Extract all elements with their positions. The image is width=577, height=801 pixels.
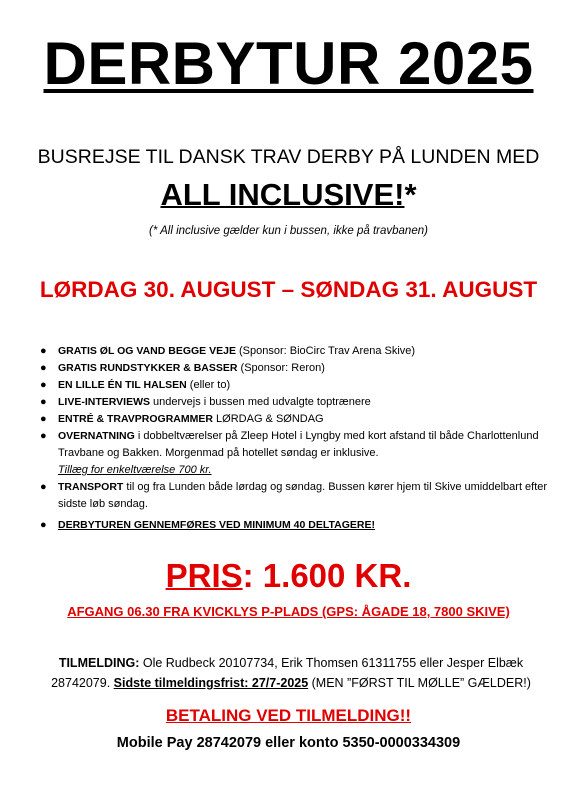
bullet-icon: ● bbox=[40, 413, 47, 425]
feature-title: GRATIS RUNDSTYKKER & BASSER bbox=[58, 362, 238, 374]
payment-heading bbox=[0, 705, 577, 727]
price bbox=[0, 556, 577, 596]
feature-text: LØRDAG & SØNDAG bbox=[212, 413, 324, 425]
feature-text: undervejs i bussen med udvalgte toptrænere bbox=[149, 396, 371, 408]
bullet-icon: ● bbox=[40, 396, 47, 408]
feature-text: til og fra Lunden både lørdag og søndag. Bussen kører hjem til Skive umiddelbart efter sidste løb søndag. bbox=[58, 481, 548, 510]
signup-label: TILMELDING: bbox=[58, 656, 140, 670]
payment-heading-text: BETALING VED TILMELDING!! bbox=[165, 706, 412, 725]
feature-text: (Sponsor: BioCirc Trav Arena Skive) bbox=[235, 345, 416, 357]
feature-title: TRANSPORT bbox=[58, 481, 124, 493]
bullet-icon: ● bbox=[40, 345, 47, 357]
price-value: : 1.600 KR. bbox=[242, 557, 412, 594]
signup-contacts: Ole Rudbeck 20107734, Erik Thomsen 61311755 eller Jesper Elbæk 28742079. bbox=[51, 656, 524, 690]
signup-deadline: Sidste tilmeldingsfrist: 27/7-2025 bbox=[113, 676, 309, 690]
bullet-icon: ● bbox=[40, 519, 47, 531]
list-item bbox=[40, 479, 550, 513]
feature-title: OVERNATNING bbox=[58, 430, 135, 442]
minimum-participants-notice: DERBYTUREN GENNEMFØRES VED MINIMUM 40 DELTAGERE! bbox=[58, 519, 375, 531]
feature-title: EN LILLE ÉN TIL HALSEN bbox=[58, 379, 187, 391]
list-item bbox=[40, 343, 550, 360]
feature-text: i dobbeltværelser på Zleep Hotel i Lyngby med kort afstand til både Charlottenlund Travbane og Bakken. Morgenmad på hotellet søndag er inklusive. bbox=[58, 430, 539, 459]
signup-tail: (MEN ”FØRST TIL MØLLE” GÆLDER!) bbox=[308, 676, 531, 690]
list-item bbox=[40, 428, 550, 479]
feature-list bbox=[40, 343, 550, 534]
feature-title: GRATIS ØL OG VAND BEGGE VEJE bbox=[58, 345, 236, 357]
bullet-icon: ● bbox=[40, 430, 47, 442]
disclaimer: (* All inclusive gælder kun i bussen, ikke på travbanen) bbox=[149, 225, 428, 237]
list-item bbox=[40, 377, 550, 394]
bullet-icon: ● bbox=[40, 481, 47, 493]
bullet-icon: ● bbox=[40, 379, 47, 391]
list-item bbox=[40, 394, 550, 411]
subtitle: BUSREJSE TIL DANSK TRAV DERBY PÅ LUNDEN MED bbox=[37, 146, 540, 168]
bullet-icon: ● bbox=[40, 362, 47, 374]
feature-title: ENTRÉ & TRAVPROGRAMMER bbox=[58, 413, 213, 425]
single-room-note: Tillæg for enkeltværelse 700 kr. bbox=[58, 464, 212, 476]
feature-text: (eller to) bbox=[186, 379, 231, 391]
feature-text: (Sponsor: Reron) bbox=[237, 362, 325, 374]
list-item bbox=[40, 411, 550, 428]
list-item bbox=[40, 360, 550, 377]
event-dates: LØRDAG 30. AUGUST – SØNDAG 31. AUGUST bbox=[39, 277, 538, 302]
departure-text: AFGANG 06.30 FRA KVICKLYS P-PLADS (GPS: ÅGADE 18, 7800 SKIVE) bbox=[67, 604, 510, 619]
price-label: PRIS bbox=[165, 557, 243, 594]
all-inclusive-star: * bbox=[404, 177, 417, 212]
all-inclusive-text: ALL INCLUSIVE! bbox=[160, 177, 405, 212]
signup-info bbox=[36, 653, 546, 693]
page-title: DERBYTUR 2025 bbox=[43, 30, 534, 97]
all-inclusive-heading bbox=[0, 176, 577, 214]
departure-info bbox=[0, 603, 577, 621]
list-item bbox=[40, 517, 550, 534]
payment-info: Mobile Pay 28742079 eller konto 5350-0000334309 bbox=[116, 735, 461, 751]
feature-title: LIVE-INTERVIEWS bbox=[58, 396, 150, 408]
